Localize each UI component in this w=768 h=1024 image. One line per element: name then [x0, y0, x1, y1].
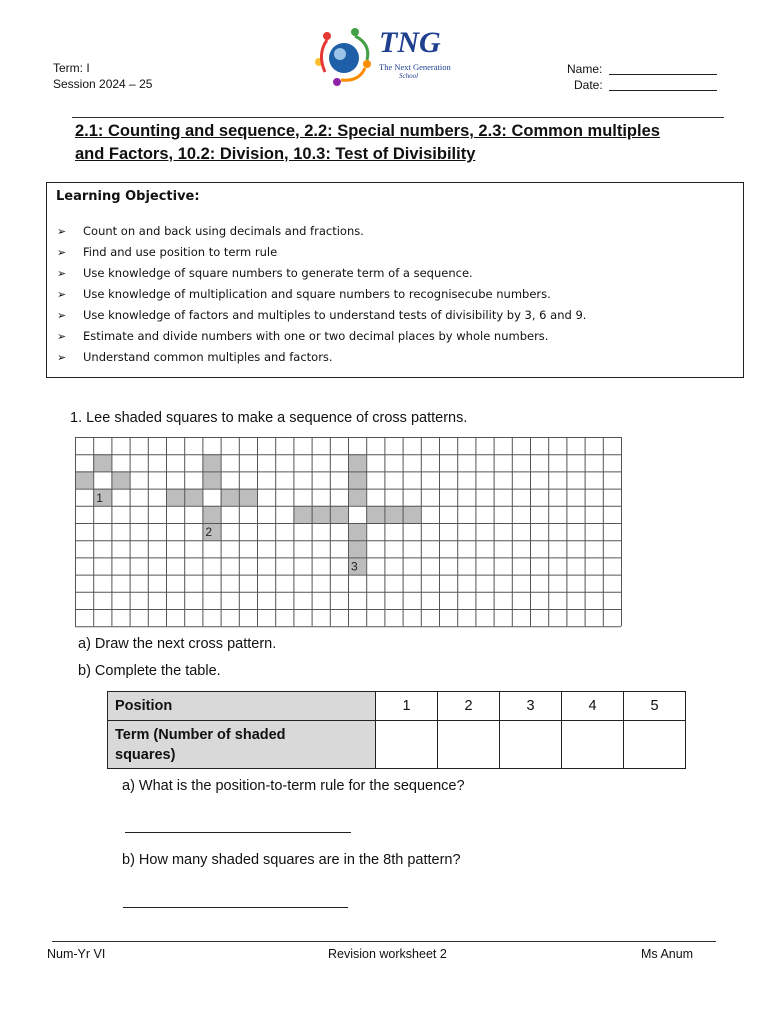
position-cell: 5	[624, 692, 686, 721]
term-answer-cell[interactable]	[624, 721, 686, 769]
shaded-square	[75, 471, 93, 488]
shaded-square	[348, 454, 366, 471]
school-logo	[307, 24, 457, 90]
footer-right: Ms Anum	[641, 947, 694, 961]
arrow-bullet-icon: ➢	[57, 309, 67, 322]
footer-center: Revision worksheet 2	[328, 947, 447, 961]
name-field[interactable]	[609, 74, 717, 75]
list-item: ➢ Understand common multiples and factors.	[57, 347, 586, 368]
pattern-label: 2	[205, 525, 213, 540]
position-cell: 4	[562, 692, 624, 721]
list-item: ➢ Count on and back using decimals and fractions.	[57, 221, 586, 242]
shaded-square	[348, 489, 366, 506]
name-label: Name:	[567, 62, 603, 76]
cross-pattern-grid[interactable]	[75, 437, 624, 629]
term-answer-cell[interactable]	[562, 721, 624, 769]
shaded-square	[93, 454, 111, 471]
arrow-bullet-icon: ➢	[57, 267, 67, 280]
logo-text: TNG	[379, 26, 441, 59]
shaded-square	[384, 506, 402, 523]
term-answer-cell[interactable]	[438, 721, 500, 769]
shaded-square	[184, 489, 202, 506]
sub-question-a: a) What is the position-to-term rule for the sequence?	[122, 778, 465, 794]
sequence-table	[107, 691, 686, 769]
answer-line-a[interactable]	[125, 832, 351, 833]
shaded-square	[202, 471, 220, 488]
shaded-square	[111, 471, 129, 488]
arrow-bullet-icon: ➢	[57, 288, 67, 301]
logo-tagline: The Next Generation	[379, 62, 451, 72]
logo-school: School	[399, 72, 419, 80]
shaded-square	[202, 454, 220, 471]
title-line-2: and Factors, 10.2: Division, 10.3: Test of Divisibility	[75, 145, 476, 163]
arrow-bullet-icon: ➢	[57, 246, 67, 259]
part-a-prompt: a) Draw the next cross pattern.	[78, 636, 277, 652]
list-item: ➢ Use knowledge of multiplication and square numbers to recognisecube numbers.	[57, 284, 586, 305]
learning-objective-box	[46, 182, 744, 378]
shaded-square	[312, 506, 330, 523]
shaded-square	[166, 489, 184, 506]
objective-list	[57, 221, 586, 368]
position-header: Position	[108, 692, 376, 721]
objective-heading: Learning Objective:	[56, 189, 200, 204]
date-field[interactable]	[609, 90, 717, 91]
shaded-square	[348, 540, 366, 557]
header-rule	[72, 117, 724, 118]
session-label: Session 2024 – 25	[53, 77, 153, 91]
shaded-square	[221, 489, 239, 506]
term-label: Term: I	[53, 61, 90, 75]
arrow-bullet-icon: ➢	[57, 351, 67, 364]
pattern-label: 3	[351, 559, 358, 574]
date-label: Date:	[574, 78, 603, 92]
position-cell: 2	[438, 692, 500, 721]
question-1: 1. Lee shaded squares to make a sequence of cross patterns.	[70, 410, 468, 426]
shaded-square	[403, 506, 421, 523]
term-answer-cell[interactable]	[376, 721, 438, 769]
term-header: Term (Number of shaded squares)	[108, 721, 376, 769]
sub-question-b: b) How many shaded squares are in the 8th pattern?	[122, 852, 461, 868]
shaded-square	[366, 506, 384, 523]
globe-icon	[307, 24, 382, 90]
list-item: ➢ Find and use position to term rule	[57, 242, 586, 263]
list-item: ➢ Estimate and divide numbers with one or two decimal places by whole numbers.	[57, 326, 586, 347]
shaded-square	[293, 506, 311, 523]
shaded-square	[330, 506, 348, 523]
shaded-square	[348, 523, 366, 540]
term-answer-cell[interactable]	[500, 721, 562, 769]
page-title	[75, 120, 725, 166]
list-item: ➢ Use knowledge of factors and multiples to understand tests of divisibility by 3, 6 and 9.	[57, 305, 586, 326]
arrow-bullet-icon: ➢	[57, 330, 67, 343]
shaded-square	[348, 471, 366, 488]
position-cell: 1	[376, 692, 438, 721]
position-cell: 3	[500, 692, 562, 721]
pattern-label: 1	[96, 490, 103, 505]
part-b-prompt: b) Complete the table.	[78, 663, 221, 679]
shaded-square	[239, 489, 257, 506]
title-line-1: 2.1: Counting and sequence, 2.2: Special numbers, 2.3: Common multiples	[75, 122, 660, 140]
footer-left: Num-Yr VI	[47, 947, 106, 961]
arrow-bullet-icon: ➢	[57, 225, 67, 238]
footer-rule	[52, 941, 716, 942]
list-item: ➢ Use knowledge of square numbers to generate term of a sequence.	[57, 263, 586, 284]
answer-line-b[interactable]	[123, 907, 348, 908]
shaded-square	[202, 506, 220, 523]
